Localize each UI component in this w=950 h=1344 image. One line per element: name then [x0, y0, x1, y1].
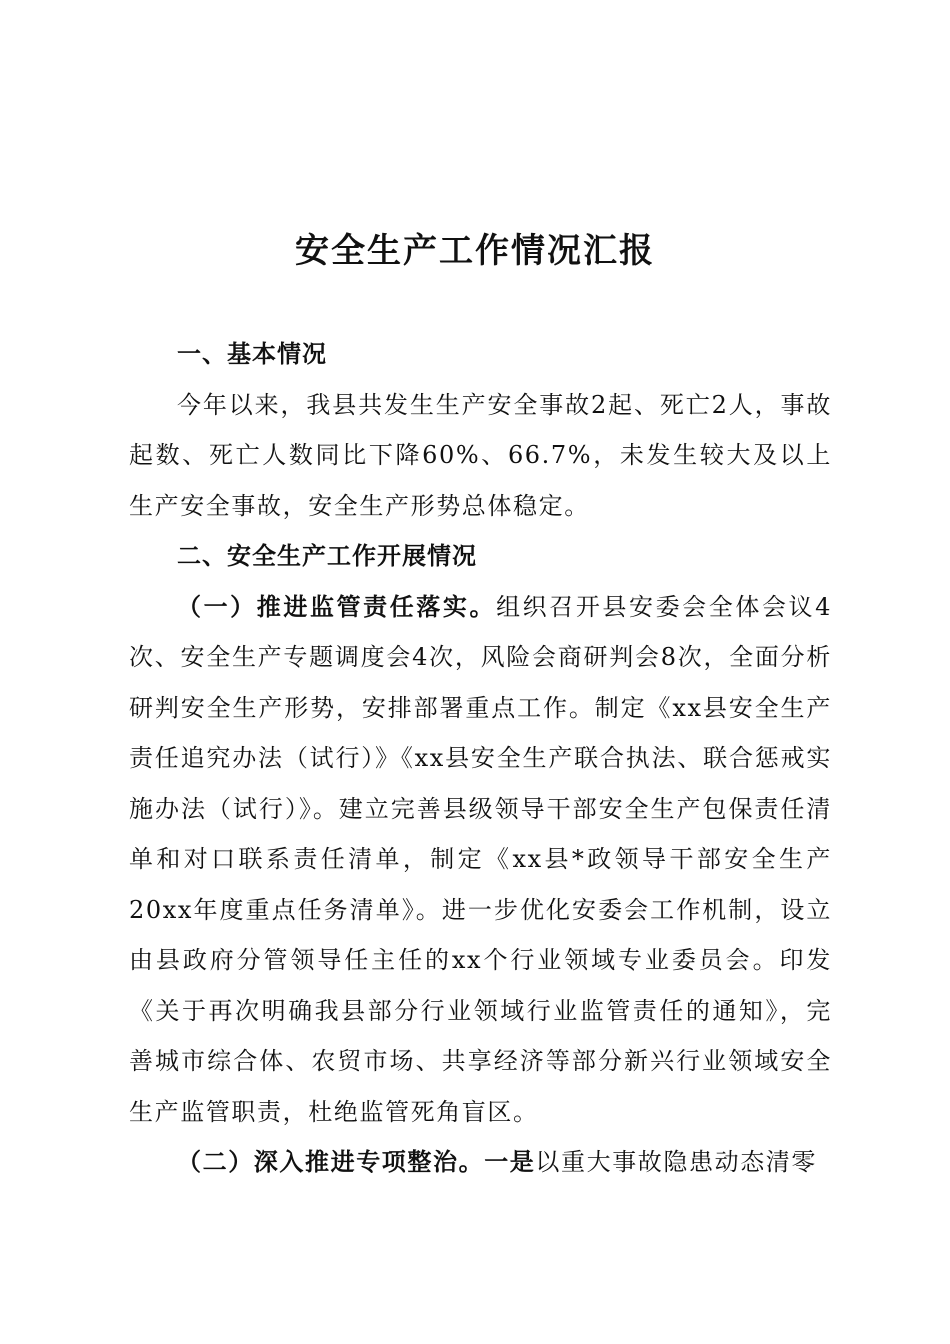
subheading-supervision-responsibility: （一）推进监管责任落实。 [177, 591, 497, 621]
enumeration-first: 一是 [484, 1147, 536, 1176]
paragraph-text-supervision-responsibility: 组织召开县安委会全体会议4次、安全生产专题调度会4次，风险会商研判会8次，全面分析研判安全生产形势，安排部署重点工作。制定《xx县安全生产责任追究办法（试行）》《xx县安全生产联合执法、联合惩戒实施办法（试行）》。建立完善县级领导干部安全生产包保责任清单和对口联系责任清单，制定《xx县*政领导干部安全生产20xx年度重点任务清单》。进一步优化安委会工作机制，设立由县政府分管领导任主任的xx个行业领域专业委员会。印发《关于再次明确我县部分行业领域行业监管责任的通知》，完善城市综合体、农贸市场、共享经济等部分新兴行业领域安全生产监管职责，杜绝监管死角盲区。 [129, 592, 832, 1126]
paragraph-basic-situation: 今年以来，我县共发生生产安全事故2起、死亡2人，事故起数、死亡人数同比下降60%、66.7%，未发生较大及以上生产安全事故，安全生产形势总体稳定。 [129, 390, 832, 520]
paragraph-supervision-responsibility [129, 582, 832, 1138]
section-heading-basic-situation: 一、基本情况 [177, 340, 327, 368]
section-heading-work-progress: 二、安全生产工作开展情况 [177, 542, 477, 570]
paragraph-special-rectification [129, 1137, 832, 1188]
document-title: 安全生产工作情况汇报 [295, 231, 655, 271]
document-body [129, 329, 832, 1188]
subheading-special-rectification: （二）深入推进专项整治。 [177, 1147, 485, 1176]
paragraph-text-special-rectification: 以重大事故隐患动态清零 [535, 1148, 818, 1176]
